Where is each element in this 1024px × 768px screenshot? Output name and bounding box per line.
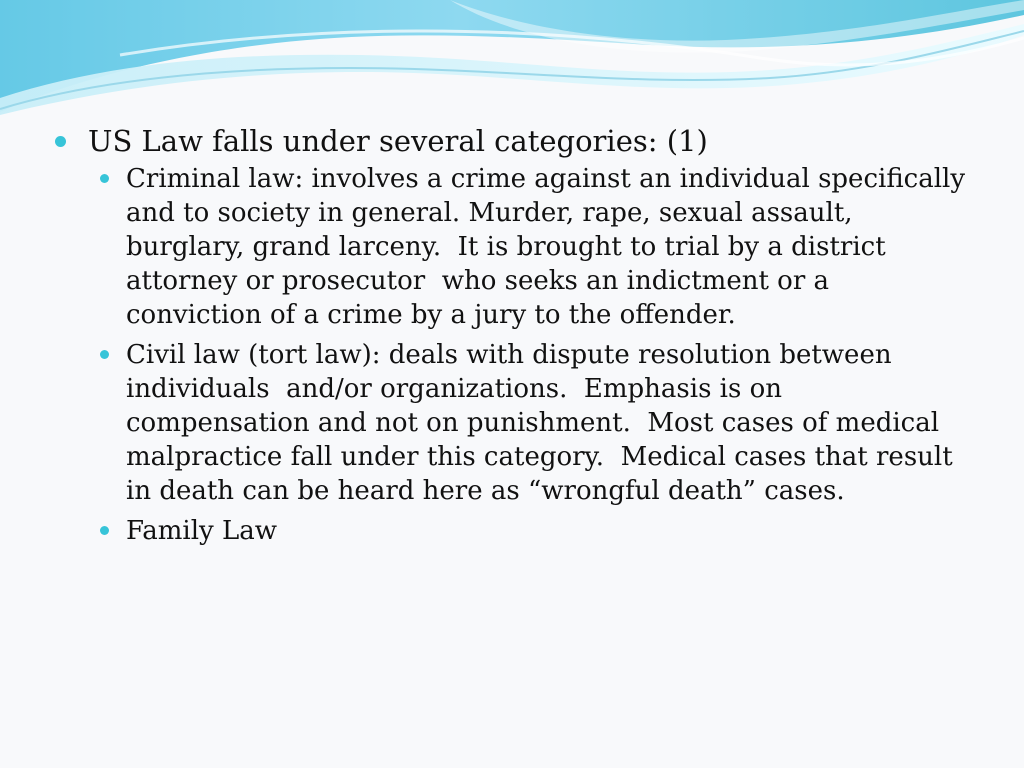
round-bullet-icon [100, 350, 109, 359]
sub-bullet-criminal-law [98, 162, 974, 332]
main-bullet-item [50, 122, 970, 160]
sub-bullet-text: Family Law [126, 516, 278, 546]
sub-bullet-list [98, 162, 974, 548]
main-bullet-text: US Law falls under several categories: (1) [88, 124, 708, 158]
sub-bullet-text: Civil law (tort law): deals with dispute resolution between individuals and/or organizations. Emphasis is on compensation and not on punishment. Most cases of medical malpractice fall under this category. Medical cases that result in death can be heard here as “wrongful death” cases. [126, 340, 961, 506]
slide-content [50, 122, 974, 554]
round-bullet-icon [55, 136, 66, 147]
sub-bullet-civil-law [98, 338, 970, 508]
wave-header-decoration [0, 0, 1024, 125]
sub-bullet-text: Criminal law: involves a crime against an individual specifically and to society in general. Murder, rape, sexual assault, burglary, grand larceny. It is brought to trial by a district attorney or prosecutor who seeks an indictment or a conviction of a crime by a jury to the offender. [126, 164, 974, 330]
round-bullet-icon [100, 526, 109, 535]
sub-bullet-family-law [98, 514, 970, 548]
round-bullet-icon [100, 174, 109, 183]
